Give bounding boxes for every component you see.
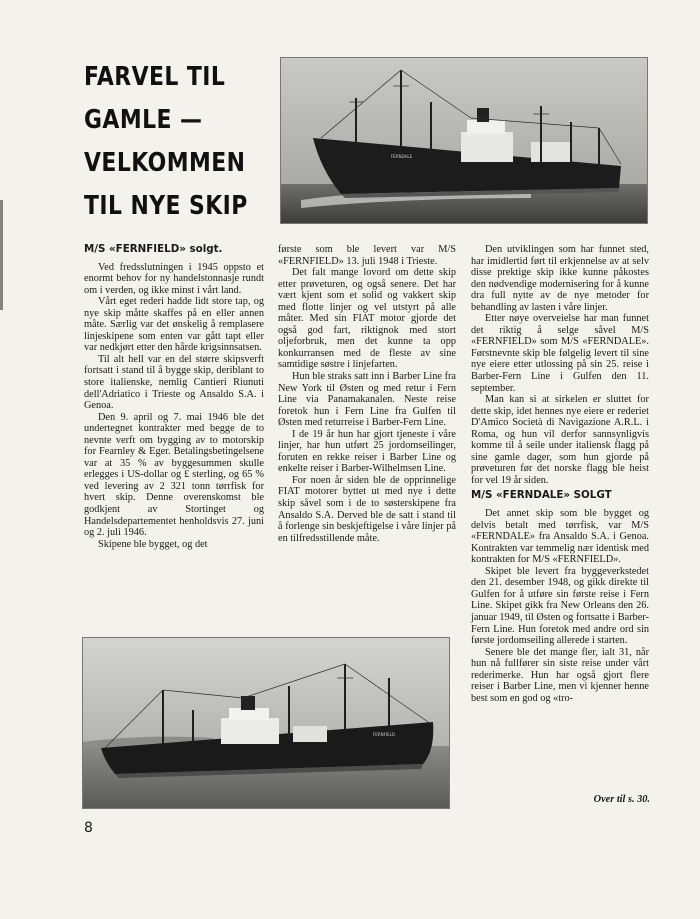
paragraph: Det falt mange lovord om dette skip etter prøveturen, og også senere. Det har vært kjent som et solid og vakkert skip med flotte linjer og vel utstyrt på alle måter. Med sin FIAT motor gjorde det også god fart, riktignok med stort oljeforbruk, men det kunne ta opp konkurransen med de fleste av sine samtidige søstre i linjefarten. — [278, 267, 456, 371]
continued-note: Over til s. 30. — [593, 794, 650, 805]
headline — [84, 56, 247, 228]
paragraph: Hun ble straks satt inn i Barber Line fra New York til Østen og med retur i Fern Line via Panamakanalen. Neste reise foretok hun i Fern Line fra Gulfen til Østen med returreise i Barber-Fern Line. — [278, 371, 456, 429]
article-column-3 — [471, 244, 649, 704]
article-column-2 — [278, 244, 456, 544]
section-heading-fernfield: M/S «FERNFIELD» solgt. — [84, 243, 223, 255]
paragraph: Til alt hell var en del større skipsverft fortsatt i stand til å bygge skip, deriblant to store italienske, nemlig Cantieri Riunuti dell'Adriatico i Trieste og Ansaldo S.A. i Genoa. — [84, 353, 264, 412]
paragraph: første som ble levert var M/S «FERNFIELD» 13. juli 1948 i Trieste. — [278, 244, 456, 267]
paragraph: Det annet skip som ble bygget og delvis betalt med tørrfisk, var M/S «FERNDALE» fra Ansaldo S.A. i Genoa. Kontrakten var temmelig nær identisk med kontrakten for M/S «FERNFIELD». — [471, 508, 649, 566]
binding-edge — [0, 200, 3, 310]
ship-illustration-bottom — [83, 638, 449, 808]
hull-name-top: FERNDALE — [391, 154, 413, 159]
ship-photo-ferndale — [280, 57, 648, 224]
article-column-1 — [84, 244, 264, 550]
paragraph: Den utviklingen som har funnet sted, har imidlertid ført til erkjennelse av at selv disse prektige skip ikke kunne påkostes den nødvendige modernisering for å kunne dra full nytte av de nye metoder for behandling av lasten i våre linjer. — [471, 244, 649, 313]
paragraph: Skipet ble levert fra byggeverkstedet den 21. desember 1948, og gikk direkte til Gulfen for å utføre sin første reise i Fern Line. Skipet gikk fra New Orleans den 26. januar 1949, til Østen og fortsatte i Barber-Fern Line. Hun foretok med andre ord sin første jordomseiling allerede i starten. — [471, 565, 649, 647]
paragraph: Skipene ble bygget, og det — [98, 538, 208, 550]
ship-photo-fernfield — [82, 637, 450, 809]
headline-line-2: GAMLE — — [84, 105, 203, 135]
paragraph: I de 19 år hun har gjort tjeneste i våre linjer, har hun utført 25 jordomseilinger, foruten en rekke reiser i Barber Line og enkelte reiser i Barber-Wilhelmsen Line. — [278, 428, 456, 475]
paragraph: Ved fredsslutningen i 1945 oppsto et enormt behov for ny handelstonnasje rundt om i verden, og ikke minst i vårt land. — [84, 261, 264, 296]
headline-line-3: VELKOMMEN — [84, 148, 246, 178]
paragraph: Man kan si at sirkelen er sluttet for dette skip, idet hennes nye eiere er rederiet D'Amico Società di Navigazione A.R.L. i Roma, og hun vil derfor sannsynligvis komme til å seile under italiensk flagg på sine gamle dager, som hun gjorde på prøveturen før det norske flagg ble heist for vel 19 år siden. — [471, 394, 649, 486]
ship-illustration-top — [281, 58, 647, 223]
hull-name-bottom: FERNFIELD — [373, 732, 395, 737]
paragraph: For noen år siden ble de opprinnelige FIAT motorer byttet ut med nye i dette skip såvel som i de to søsterskipene fra Ansaldo S.A. Derved ble de satt i stand til å forlenge sin beskjeftigelse i våre linjer på en tilfredsstillende måte. — [278, 474, 456, 544]
paragraph: Den 9. april og 7. mai 1946 ble det undertegnet kontrakter med begge de to nevnte verft om bygging av to motorskip for Fearnley & Eger. Betalingsbetingelsene var at 35 % av byggesummen skulle erlegges i US-dollar og £ sterling, og 65 % ved levering av 2 321 tonn tørrfisk for hvert skip. Denne overenskomst ble godkjent av Stortinget og Handelsdepartementet henholdsvis 27. juni og 2. juli 1946. — [84, 411, 264, 539]
section-heading-ferndale: M/S «FERNDALE» SOLGT — [471, 489, 612, 502]
paragraph: Vårt eget rederi hadde lidt store tap, og nye skip måtte skaffes på en eller annen måte. Særlig var det ønskelig å remplasere linjeskipene som enten var gått tapt eller var nedkjørt etter den hårde krigsinnsatsen. — [84, 296, 264, 354]
page-number: 8 — [84, 820, 93, 836]
headline-line-1: FARVEL TIL — [84, 62, 226, 92]
paragraph: Etter nøye overveielse har man funnet det riktig å selge såvel M/S «FERNFIELD» som M/S «FERNDALE». Førstnevnte skip ble følgelig levert til sine nye eiere etter utlossing på sin 25. reise i Barber-Fern Line i Gulfen den 11. september. — [471, 313, 649, 394]
headline-line-4: TIL NYE SKIP — [84, 191, 248, 221]
paragraph: Senere ble det mange fler, ialt 31, når hun nå fullfører sin siste reise under vårt rederimerke. Hun har også gjort flere reiser i Barber Line, men vi kjenner henne best som en god og «tro- — [471, 646, 649, 704]
